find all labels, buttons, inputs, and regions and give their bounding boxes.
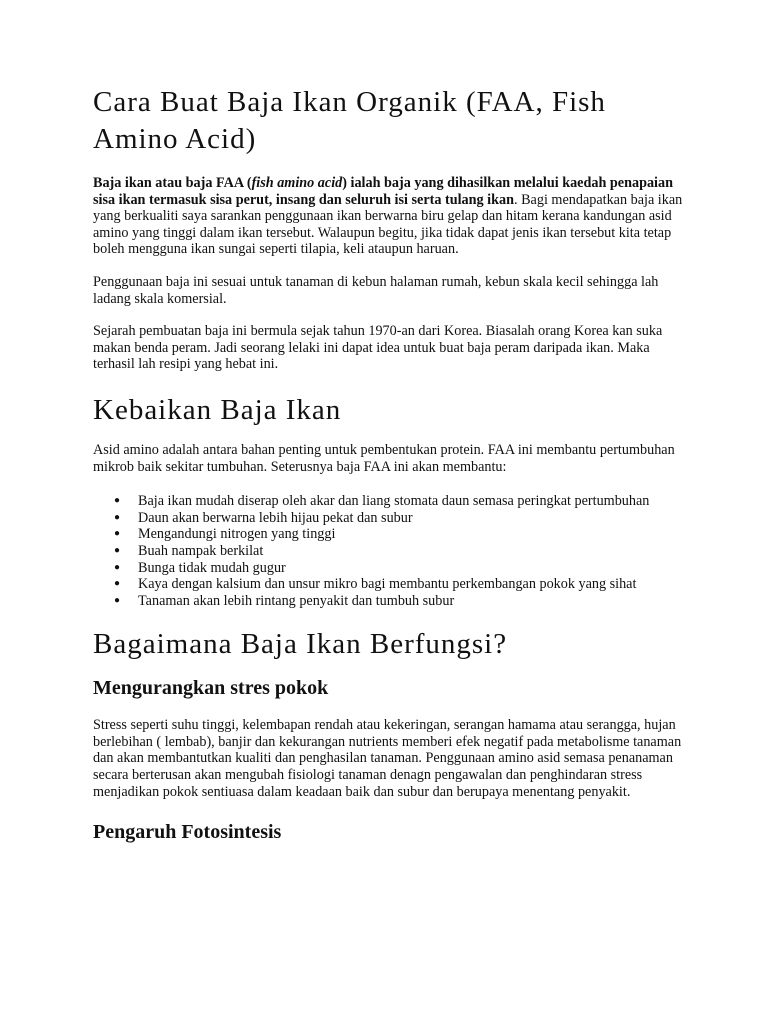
list-item: ● Bunga tidak mudah gugur <box>114 559 286 576</box>
bullet-icon: ● <box>114 511 121 523</box>
history-paragraph: Sejarah pembuatan baja ini bermula sejak tahun 1970-an dari Korea. Biasalah orang Korea kan suka makan benda peram. Jadi seorang lelaki ini dapat idea untuk buat baja peram daripada ikan. Maka terhasil lah resipi yang hebat ini. <box>93 323 663 373</box>
list-item: ● Kaya dengan kalsium dan unsur mikro bagi membantu perkembangan pokok yang sihat <box>114 576 637 593</box>
stress-paragraph: Stress seperti suhu tinggi, kelembapan rendah atau kekeringan, serangan hamama atau serangga, hujan berlebihan ( lembab), banjir dan kekurangan nutrients memberi efek negatif pada metabolisme tanaman dan akan membantutkan kualiti dan penghasilan tanaman. Penggunaan amino asid semasa penanaman secara berterusan akan mengubah fisiologi tanaman denagn pengawalan dan penghindaran stress menjadikan pokok sentiuasa dalam keadaan baik dan subur dan berupaya menentang penyakit. <box>93 717 682 800</box>
bullet-icon: ● <box>114 544 121 556</box>
intro-bold-definition: ) ialah baja yang dihasilkan melalui kaedah penapaian sisa ikan termasuk sisa perut, insang dan seluruh isi serta tulang ikan <box>93 175 673 208</box>
list-item: ● Baja ikan mudah diserap oleh akar dan liang stomata daun semasa peringkat pertumbuhan <box>114 493 650 510</box>
bullet-icon: ● <box>114 495 121 507</box>
intro-bold-start: Baja ikan atau baja FAA ( <box>93 175 252 191</box>
list-item: ● Buah nampak berkilat <box>114 542 264 559</box>
heading-bagaimana: Bagaimana Baja Ikan Berfungsi? <box>93 628 508 661</box>
subheading-fotosintesis: Pengaruh Fotosintesis <box>93 821 282 844</box>
amino-paragraph: Asid amino adalah antara bahan penting untuk pembentukan protein. FAA ini membantu pertumbuhan mikrob baik sekitar tumbuhan. Seterusnya baja FAA ini akan membantu: <box>93 441 675 475</box>
list-item: ● Tanaman akan lebih rintang penyakit dan tumbuh subur <box>114 592 455 609</box>
bullet-icon: ● <box>114 578 121 590</box>
bullet-icon: ● <box>114 594 121 606</box>
document-page <box>93 84 693 845</box>
heading-kebaikan: Kebaikan Baja Ikan <box>93 393 342 426</box>
benefits-list <box>93 493 693 609</box>
list-item: ● Mengandungi nitrogen yang tinggi <box>114 526 336 543</box>
bullet-icon: ● <box>114 561 121 573</box>
intro-italic-term: fish amino acid <box>251 175 343 191</box>
intro-paragraph <box>93 175 693 258</box>
intro-rest: . Bagi mendapatkan baja ikan yang berkualiti saya sarankan penggunaan ikan berwarna biru gelap dan hitam kerana kandungan asid amino yang tinggi dalam ikan tersebut. Walaupun begitu, jika tidak dapat jenis ikan tersebut kita tetap boleh mengguna ikan sungai seperti tilapia, keli ataupun haruan. <box>93 191 683 258</box>
page-title: Cara Buat Baja Ikan Organik (FAA, Fish Amino Acid) <box>93 86 606 155</box>
subheading-stres: Mengurangkan stres pokok <box>93 677 329 700</box>
bullet-icon: ● <box>114 528 121 540</box>
usage-paragraph: Penggunaan baja ini sesuai untuk tanaman di kebun halaman rumah, kebun skala kecil sehingga lah ladang skala komersial. <box>93 273 659 307</box>
list-item: ● Daun akan berwarna lebih hijau pekat dan subur <box>114 509 413 526</box>
